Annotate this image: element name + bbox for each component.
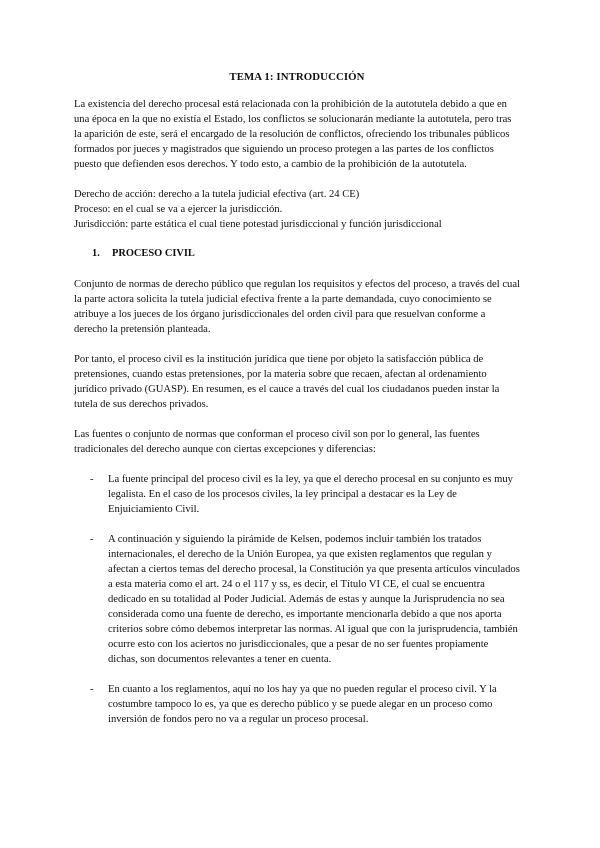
intro-paragraph: La existencia del derecho procesal está relacionada con la prohibición de la autotutela debido a que en una época en la que no existía el Estado, los conflictos se solucionarán mediante la autotutela, pero tras la aparición de este, será el encargado de la resolución de conflictos, ofreciendo los tribunales públicos formados por jueces y magistrados que siguiendo un proceso protegen a las partes de los conflictos puesto que defienden esos derechos. Y todo esto, a cambio de la prohibición de la autotutela. (74, 99, 512, 170)
definition-line: Proceso: en el cual se va a ejercer la jurisdicción. (74, 204, 283, 215)
section-number: 1. (92, 248, 100, 259)
document-title: TEMA 1: INTRODUCCIÓN (229, 71, 365, 83)
sources-list (74, 472, 520, 727)
list-item (74, 532, 520, 667)
section-heading (92, 246, 520, 261)
list-dash: - (90, 474, 94, 485)
list-item (74, 472, 520, 517)
body-paragraph: Las fuentes o conjunto de normas que conforman el proceso civil son por lo general, las fuentes tradicionales del derecho aunque con ciertas excepciones y diferencias: (74, 429, 480, 455)
body-paragraph: Por tanto, el proceso civil es la institución jurídica que tiene por objeto la satisfacción pública de pretensiones, cuando estas pretensiones, por la materia sobre que recaen, afectan al ordenamiento jurídico privado (GUASP). En resumen, es el cauce a través del cual los ciudadanos pueden instar la tutela de sus derechos privados. (74, 354, 500, 410)
body-paragraph: Conjunto de normas de derecho público que regulan los requisitos y efectos del proceso, a través del cual la parte actora solicita la tutela judicial efectiva frente a la parte demandada, cuyo conocimiento se atribuye a los jueces de los órgano jurisdiccionales del orden civil para que resuelvan conforme a derecho la pretensión planteada. (74, 279, 520, 335)
list-item (74, 682, 520, 727)
list-item-text: A continuación y siguiendo la pirámide de Kelsen, podemos incluir también los tratados internacionales, el derecho de la Unión Europea, ya que existen reglamentos que regulan y afectan a ciertos temas del derecho procesal, la Constitución ya que presenta artículos vinculados a esta materia como el art. 24 o el 117 y ss, es decir, el Título VI CE, el cual se encuentra dedicado en su totalidad al Poder Judicial. Además de estas y aunque la Jurisprudencia no sea considerada como una fuente de derecho, es importante mencionarla debido a que nos aporta criterios sobre cómo debemos interpretar las normas. Al igual que con la jurisprudencia, también ocurre esto con los aciertos no jurisdiccionales, que a pesar de no ser fuentes propiamente dichas, son documentos relevantes a tener en cuenta. (108, 534, 520, 665)
section-title: PROCESO CIVIL (112, 248, 195, 259)
list-item-text: La fuente principal del proceso civil es la ley, ya que el derecho procesal en su conjunto es muy legalista. En el caso de los procesos civiles, la ley principal a destacar es la Ley de Enjuiciamiento Civil. (108, 474, 513, 515)
definition-line: Jurisdicción: parte estática el cual tiene potestad jurisdiccional y función jurisdiccional (74, 219, 442, 230)
list-item-text: En cuanto a los reglamentos, aquí no los hay ya que no pueden regular el proceso civil. Y la costumbre tampoco lo es, ya que es derecho público y se puede alegar en un proceso como inversión de fondos pero no va a regular un proceso procesal. (108, 684, 497, 725)
list-dash: - (90, 684, 94, 695)
definitions-block (74, 187, 520, 232)
definition-line: Derecho de acción: derecho a la tutela judicial efectiva (art. 24 CE) (74, 189, 360, 200)
list-dash: - (90, 534, 94, 545)
